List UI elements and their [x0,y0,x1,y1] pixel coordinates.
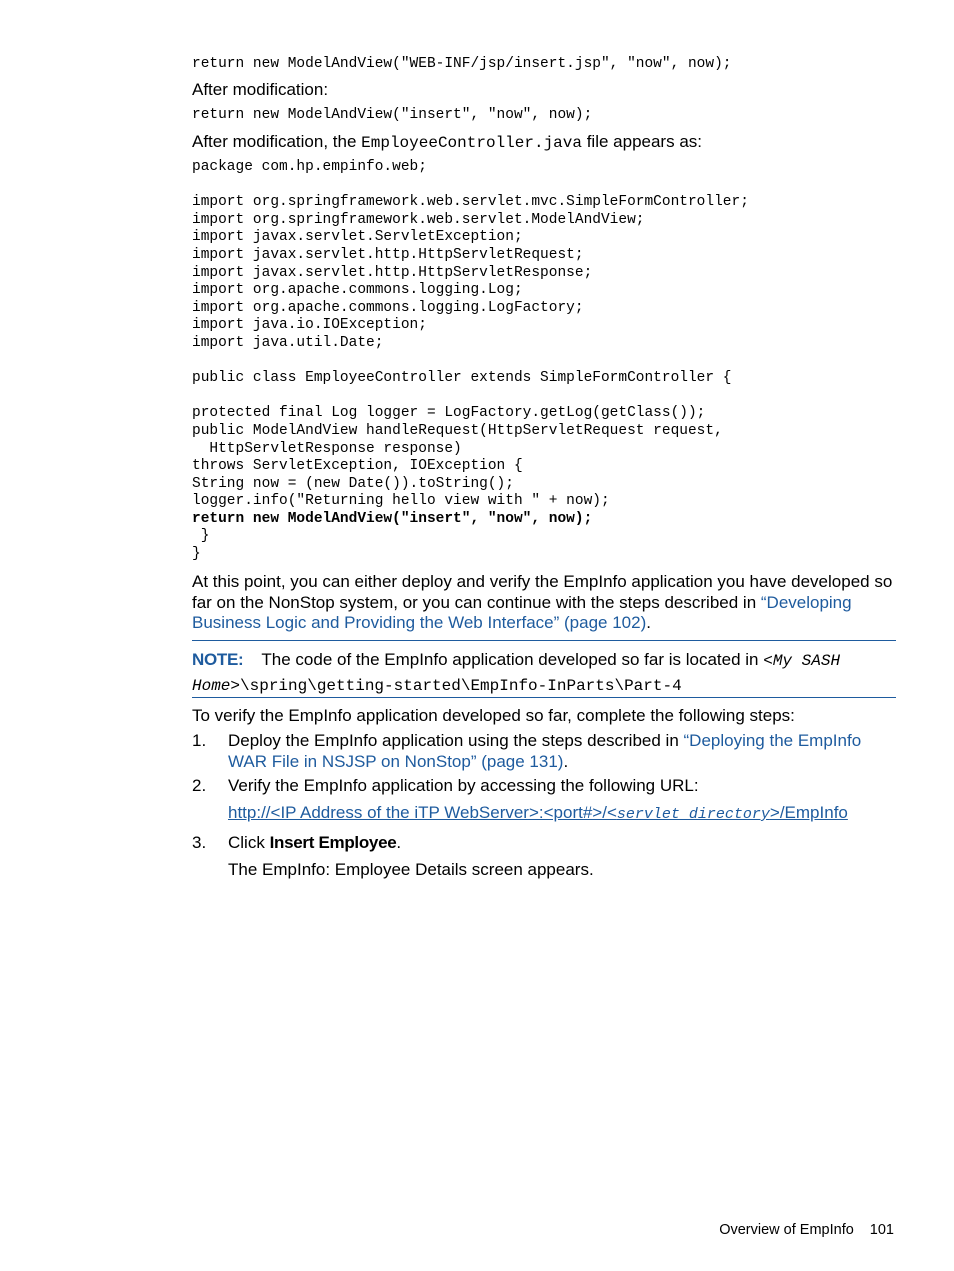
deploy-paragraph-text: At this point, you can either deploy and verify the EmpInfo application you have developed so far on the NonStop system, or you can continue with the steps described in [192,572,893,612]
file-intro-suffix: file appears as: [581,132,702,151]
deploying-war-link[interactable]: “Deploying the EmpInfo WAR File in NSJSP on NonStop” (page 131) [228,731,862,771]
step-3-prefix: Click [228,833,270,852]
step-2-text: Verify the EmpInfo application by accessing the following URL: [228,776,699,795]
step-1-number: 1. [192,731,207,750]
file-intro [192,132,702,152]
file-intro-filename: EmployeeController.java [361,134,582,152]
note-path-italic: My SASH Home [192,652,841,695]
url-prefix: http://<IP Address of the iTP WebServer>:<port#>/< [228,803,617,822]
step-3-suffix: . [396,833,402,852]
verify-intro: To verify the EmpInfo application developed so far, complete the following steps: [192,706,795,725]
note-bottom-rule [192,697,896,698]
code-original: return new ModelAndView("WEB-INF/jsp/insert.jsp", "now", now); [192,56,732,72]
note-text: The code of the EmpInfo application developed so far is located in [261,650,764,669]
step-1-body: Deploy the EmpInfo application using the steps described in [228,731,684,750]
note-box [192,648,896,698]
insert-employee-label: Insert Employee [269,833,397,852]
note-path-rest: >\spring\getting-started\EmpInfo-InParts\Part-4 [230,677,682,695]
page-footer [719,1222,894,1238]
code-listing [192,159,749,564]
page-number: 101 [869,1222,894,1238]
empinfo-url-link[interactable] [228,803,848,826]
step-3-text [228,833,401,854]
developing-business-logic-link[interactable]: “Developing Business Logic and Providing the Web Interface” (page 102) [192,592,852,633]
step-1-end: . [563,751,569,771]
code-listing-bold-line: return new ModelAndView("insert", "now", now); [192,510,593,527]
note-top-rule [192,640,896,641]
file-intro-prefix: After modification, the [192,132,362,151]
step-2-number: 2. [192,776,207,795]
step-3-result: The EmpInfo: Employee Details screen appears. [228,860,594,879]
footer-section-title: Overview of EmpInfo [719,1222,854,1238]
step-1-text [228,731,888,772]
code-listing-main: package com.hp.empinfo.web; import org.springframework.web.servlet.mvc.SimpleFormController; import org.springframework.web.servlet.ModelAndView; import javax.servlet.ServletException; import javax.servlet.http.HttpServletRequest; import javax.servlet.http.HttpServletResponse; import org.apache.commons.logging.Log; import org.apache.commons.logging.LogFactory; import java.io.IOException; import java.util.Date; public class EmployeeController extends SimpleFormController { protected final Log logger = LogFactory.getLog(getClass()); public ModelAndView handleRequest(HttpServletRequest request, HttpServletResponse response) throws ServletException, IOException { String now = (new Date()).toString(); logger.info("Returning hello view with " + now); [192,159,749,510]
note-label: NOTE: [192,650,244,669]
url-suffix: >/EmpInfo [769,803,848,822]
deploy-paragraph [192,572,897,634]
code-listing-closing: } } [192,528,210,563]
url-servlet-directory: servlet directory [616,806,770,823]
after-modification-label: After modification: [192,80,329,99]
note-path-lt: < [763,652,773,670]
step-3-number: 3. [192,833,207,852]
code-modified: return new ModelAndView("insert", "now", now); [192,107,593,123]
deploy-paragraph-end: . [646,613,651,633]
